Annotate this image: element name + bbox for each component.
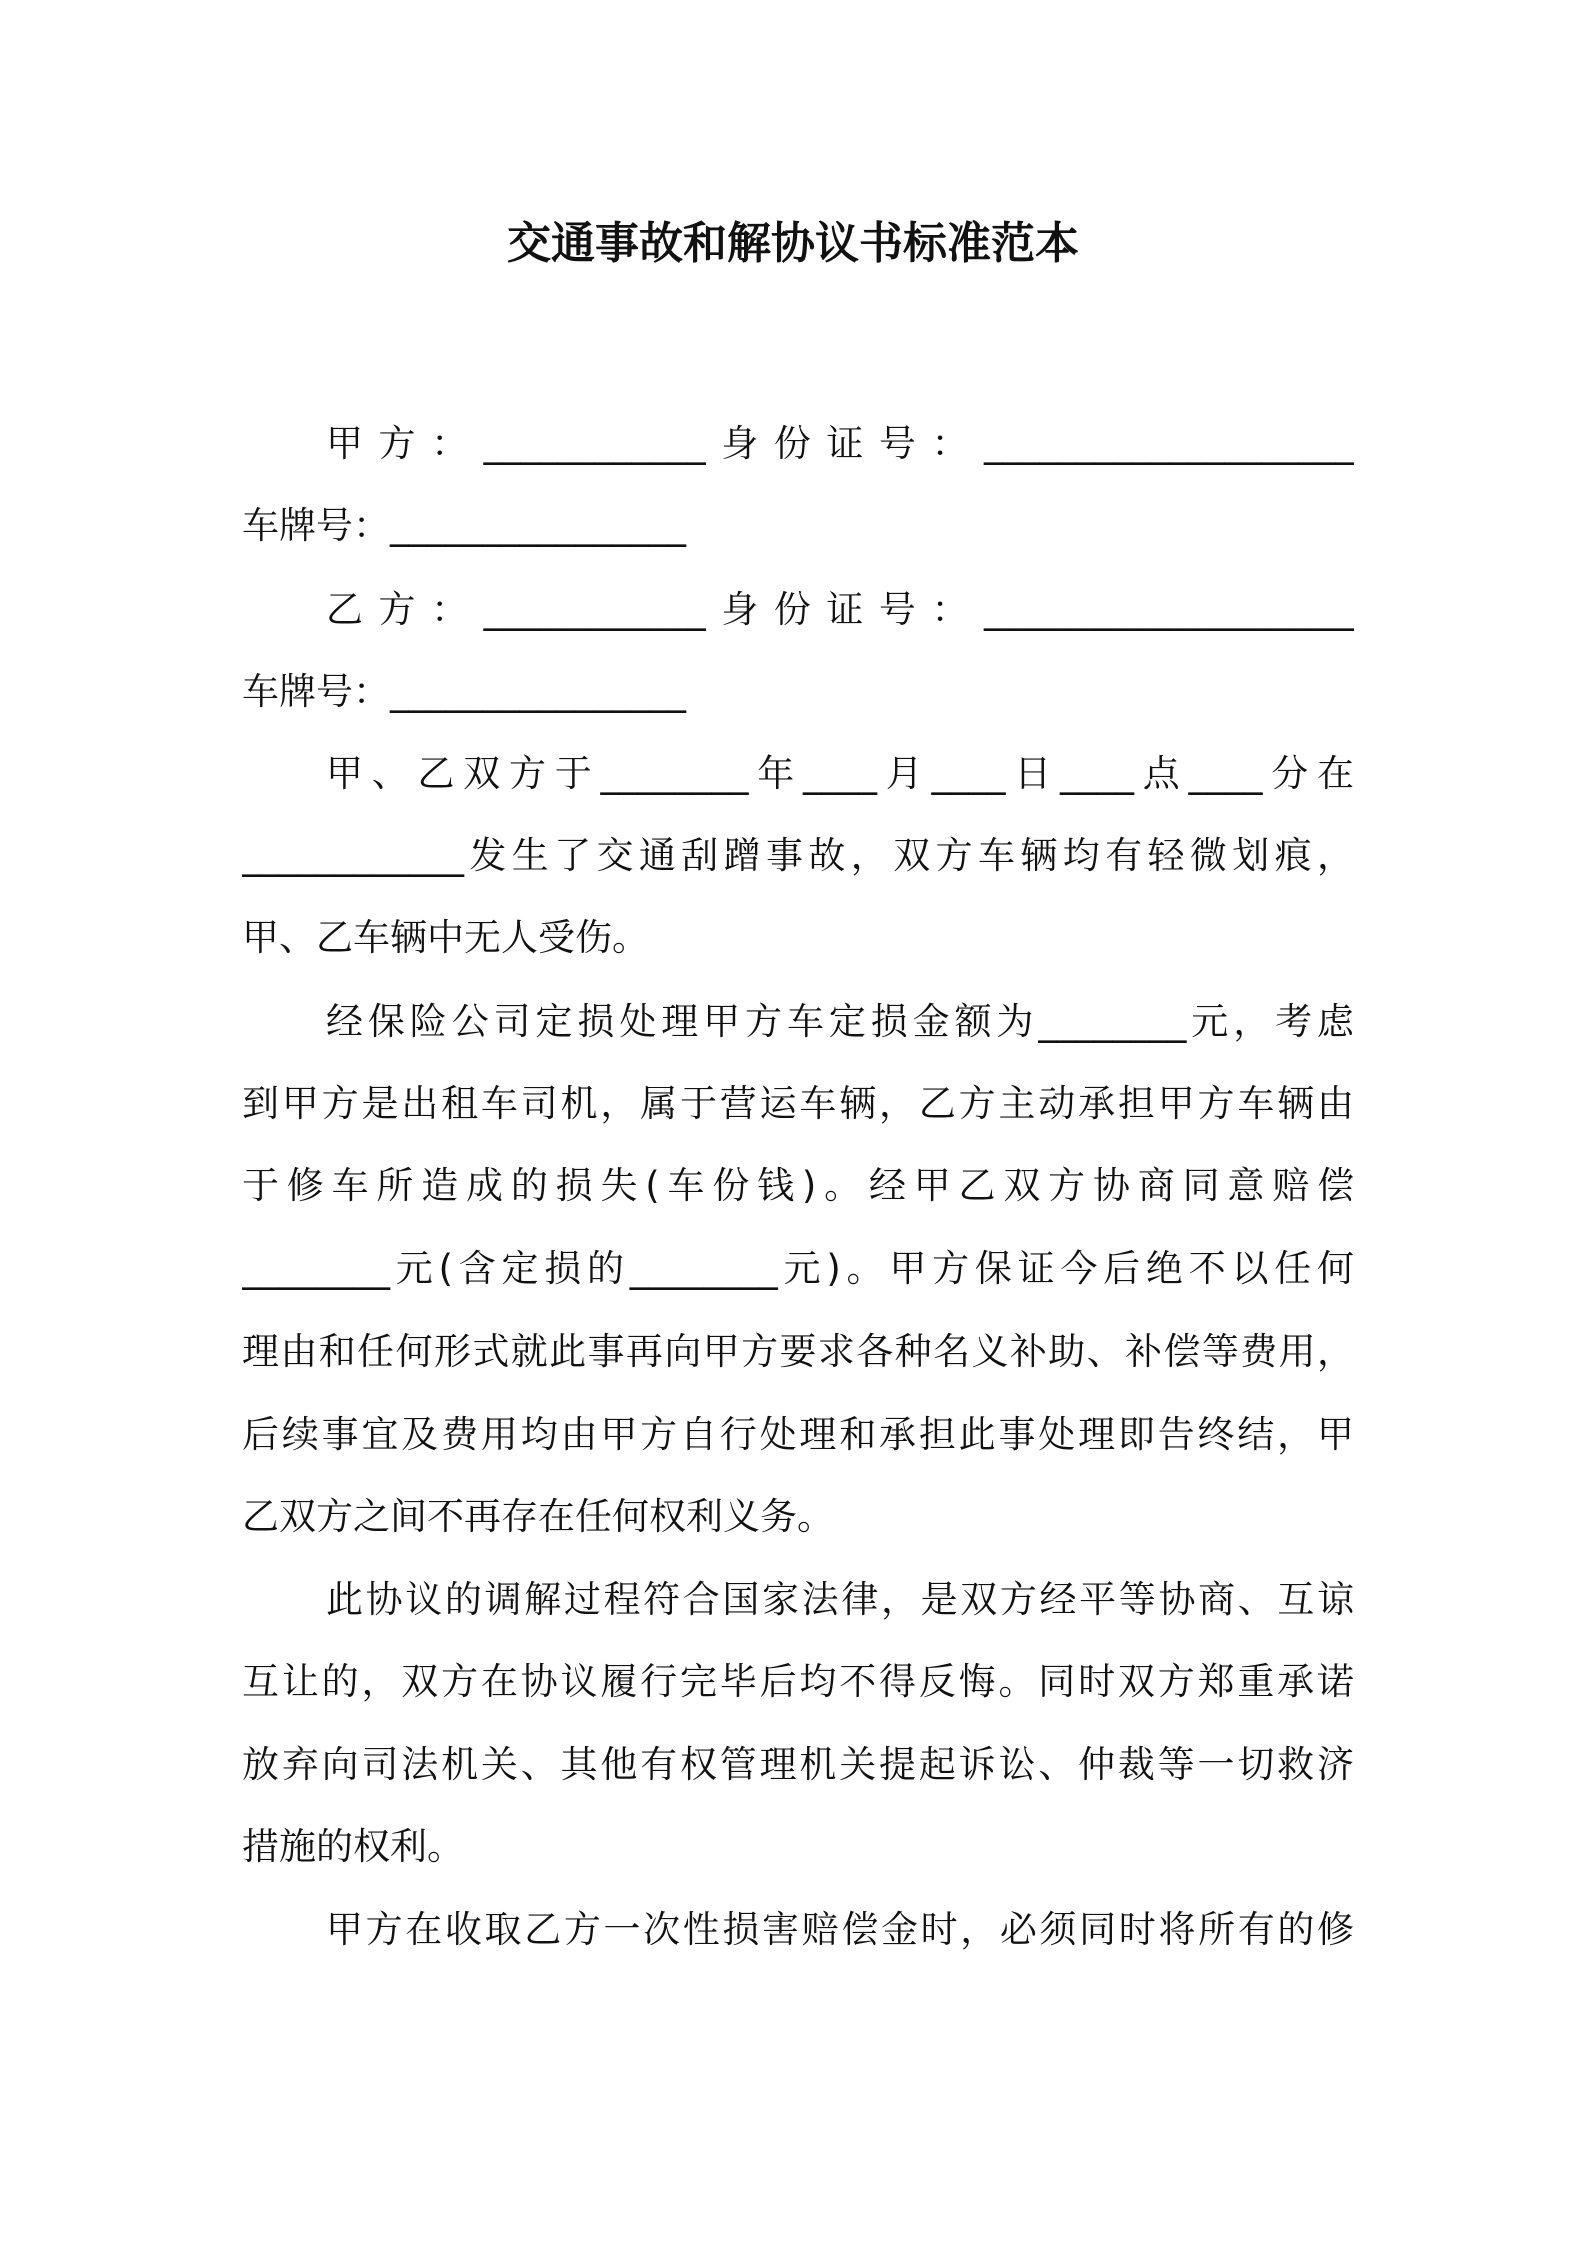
compensation-paragraph-line: 于修车所造成的损失(车份钱)。经甲乙双方协商同意赔偿: [242, 1164, 1354, 1207]
compensation-paragraph-line: 后续事宜及费用均由甲方自行处理和承担此事处理即告终结，甲: [242, 1413, 1354, 1456]
accident-paragraph-line: 甲、乙车辆中无人受伤。: [242, 916, 649, 959]
accident-paragraph-line: ____________发生了交通刮蹭事故，双方车辆均有轻微划痕，: [242, 834, 1354, 877]
compensation-paragraph-line: 乙双方之间不再存在任何权利义务。: [242, 1495, 834, 1538]
compensation-paragraph-line: 到甲方是出租车司机，属于营运车辆，乙方主动承担甲方车辆由: [242, 1082, 1354, 1125]
document-title: 交通事故和解协议书标准范本: [507, 218, 1079, 269]
compensation-paragraph-line: 经保险公司定损处理甲方车定损金额为________元，考虑: [326, 1000, 1354, 1043]
waiver-paragraph-line: 措施的权利。: [242, 1825, 464, 1868]
compensation-paragraph-line: ________元(含定损的________元)。甲方保证今后绝不以任何: [242, 1247, 1354, 1290]
party-a-plate-line: 车牌号：________________: [242, 504, 686, 547]
waiver-paragraph-line: 互让的，双方在协议履行完毕后均不得反悔。同时双方郑重承诺: [242, 1660, 1354, 1703]
accident-paragraph-line: 甲、乙双方于________年____月____日____点____分在: [326, 752, 1354, 795]
payment-paragraph-line: 甲方在收取乙方一次性损害赔偿金时，必须同时将所有的修: [326, 1908, 1354, 1951]
party-b-line: 乙方：____________身份证号：____________________: [326, 588, 1354, 631]
waiver-paragraph-line: 此协议的调解过程符合国家法律，是双方经平等协商、互谅: [326, 1578, 1354, 1621]
party-b-plate-line: 车牌号：________________: [242, 670, 686, 713]
party-a-line: 甲方：____________身份证号：____________________: [326, 422, 1354, 465]
compensation-paragraph-line: 理由和任何形式就此事再向甲方要求各种名义补助、补偿等费用，: [242, 1330, 1354, 1373]
waiver-paragraph-line: 放弃向司法机关、其他有权管理机关提起诉讼、仲裁等一切救济: [242, 1743, 1354, 1786]
